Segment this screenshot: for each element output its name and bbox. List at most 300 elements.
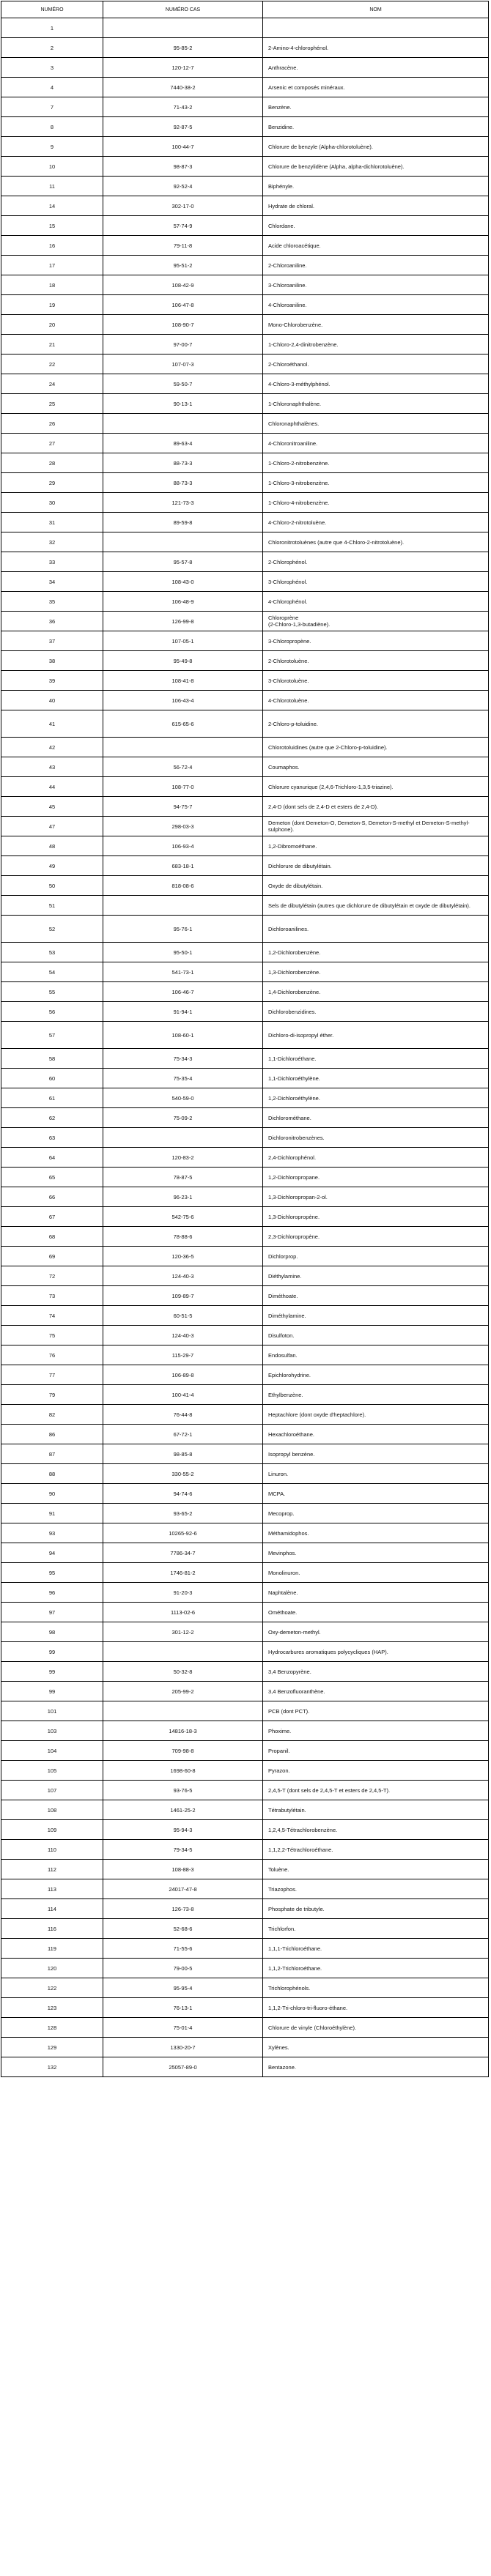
table-row: [1, 1622, 489, 1642]
table-row: [1, 78, 489, 97]
table-row: [1, 157, 489, 177]
row-nom: 3,4 Benzopyrène.: [263, 1662, 489, 1682]
row-numero: 4: [1, 78, 103, 97]
row-numero-cas: [103, 1128, 263, 1148]
row-numero-cas: 106-89-8: [103, 1365, 263, 1385]
row-nom: Biphényle.: [263, 177, 489, 196]
table-row: [1, 256, 489, 275]
table-row: [1, 1939, 489, 1959]
row-numero: 94: [1, 1543, 103, 1563]
row-numero: 15: [1, 216, 103, 236]
row-numero: 107: [1, 1781, 103, 1800]
table-row: [1, 1978, 489, 1998]
table-row: [1, 275, 489, 295]
row-numero: 88: [1, 1464, 103, 1484]
row-nom: Toluène.: [263, 1860, 489, 1879]
row-nom: 2-Chlorophénol.: [263, 552, 489, 572]
header-row: [1, 1, 489, 18]
row-numero-cas: 89-59-8: [103, 513, 263, 532]
row-nom: Dichloronitrobenzènes.: [263, 1128, 489, 1148]
row-nom: 3-Chloroaniline.: [263, 275, 489, 295]
row-nom: Chloronitrotoluènes (autre que 4-Chloro-2-nitrotoluène).: [263, 532, 489, 552]
table-row: [1, 1464, 489, 1484]
row-numero-cas: 78-87-5: [103, 1168, 263, 1187]
row-nom: Ethylbenzène.: [263, 1385, 489, 1405]
row-nom: 3-Chlorotoluène.: [263, 671, 489, 691]
table-row: [1, 374, 489, 394]
row-numero: 34: [1, 572, 103, 592]
row-nom: Chloroprène (2-Chloro-1,3-butadiène).: [263, 612, 489, 631]
row-numero: 62: [1, 1108, 103, 1128]
row-numero-cas: 24017-47-8: [103, 1879, 263, 1899]
table-row: [1, 1002, 489, 1022]
table-row: [1, 1306, 489, 1326]
table-row: [1, 552, 489, 572]
row-nom: Mono-Chlorobenzène.: [263, 315, 489, 335]
row-numero: 37: [1, 631, 103, 651]
row-numero: 53: [1, 943, 103, 962]
row-numero-cas: 1746-81-2: [103, 1563, 263, 1583]
row-numero-cas: 95-85-2: [103, 38, 263, 58]
row-numero: 104: [1, 1741, 103, 1761]
table-row: [1, 1682, 489, 1701]
table-row: [1, 1840, 489, 1860]
table-row: [1, 97, 489, 117]
table-row: [1, 1504, 489, 1523]
row-numero: 69: [1, 1247, 103, 1266]
row-numero: 32: [1, 532, 103, 552]
row-nom: 1,3-Dichloropropène.: [263, 1207, 489, 1227]
table-row: [1, 1781, 489, 1800]
row-numero: 18: [1, 275, 103, 295]
row-numero-cas: 25057-89-0: [103, 2057, 263, 2077]
row-numero-cas: 71-55-6: [103, 1939, 263, 1959]
row-numero-cas: 7440-38-2: [103, 78, 263, 97]
row-nom: 2-Chlorotoluène.: [263, 651, 489, 671]
row-numero-cas: 298-03-3: [103, 817, 263, 836]
row-numero-cas: 106-46-7: [103, 982, 263, 1002]
row-numero-cas: 94-75-7: [103, 797, 263, 817]
row-numero-cas: 542-75-6: [103, 1207, 263, 1227]
row-numero-cas: 124-40-3: [103, 1266, 263, 1286]
row-numero: 110: [1, 1840, 103, 1860]
row-numero: 73: [1, 1286, 103, 1306]
row-numero: 42: [1, 738, 103, 757]
row-numero-cas: 1113-02-6: [103, 1603, 263, 1622]
row-numero-cas: 108-42-9: [103, 275, 263, 295]
row-numero: 68: [1, 1227, 103, 1247]
row-numero-cas: [103, 738, 263, 757]
row-nom: 1,1,1-Trichloroéthane.: [263, 1939, 489, 1959]
table-row: [1, 1187, 489, 1207]
row-nom: 2,3-Dichloropropène.: [263, 1227, 489, 1247]
row-numero: 99: [1, 1642, 103, 1662]
row-numero: 36: [1, 612, 103, 631]
row-nom: Chlorure de vinyle (Chloroéthylène).: [263, 2018, 489, 2038]
table-row: [1, 572, 489, 592]
row-nom: Chlorure cyanurique (2,4,6-Trichloro-1,3,5-triazine).: [263, 777, 489, 797]
row-nom: Linuron.: [263, 1464, 489, 1484]
row-numero: 91: [1, 1504, 103, 1523]
table-row: [1, 757, 489, 777]
table-row: [1, 18, 489, 38]
row-numero-cas: 100-41-4: [103, 1385, 263, 1405]
table-row: [1, 1108, 489, 1128]
table-row: [1, 1207, 489, 1227]
row-numero-cas: 89-63-4: [103, 434, 263, 453]
table-row: [1, 1365, 489, 1385]
row-numero: 45: [1, 797, 103, 817]
row-numero: 43: [1, 757, 103, 777]
row-nom: 1,2-Dibromoéthane.: [263, 836, 489, 856]
row-numero: 119: [1, 1939, 103, 1959]
row-numero-cas: 108-90-7: [103, 315, 263, 335]
table-row: [1, 394, 489, 414]
row-numero-cas: [103, 532, 263, 552]
table-row: [1, 355, 489, 374]
row-numero: 16: [1, 236, 103, 256]
row-nom: Dichlorobenzidines.: [263, 1002, 489, 1022]
table-row: [1, 1603, 489, 1622]
row-numero-cas: [103, 1701, 263, 1721]
row-numero: 3: [1, 58, 103, 78]
table-row: [1, 1168, 489, 1187]
table-row: [1, 612, 489, 631]
table-row: [1, 738, 489, 757]
row-numero-cas: 57-74-9: [103, 216, 263, 236]
row-nom: Bentazone.: [263, 2057, 489, 2077]
table-row: [1, 797, 489, 817]
row-nom: 1-Chloro-4-nitrobenzène.: [263, 493, 489, 513]
row-nom: 4-Chlorotoluène.: [263, 691, 489, 710]
table-row: [1, 1899, 489, 1919]
row-numero-cas: 79-34-5: [103, 1840, 263, 1860]
row-nom: Endosulfan.: [263, 1345, 489, 1365]
row-numero-cas: 1698-60-8: [103, 1761, 263, 1781]
row-numero: 99: [1, 1662, 103, 1682]
row-numero-cas: 541-73-1: [103, 962, 263, 982]
row-nom: 3-Chloropropène.: [263, 631, 489, 651]
row-nom: 4-Chlorophénol.: [263, 592, 489, 612]
row-nom: Hydrocarbures aromatiques polycycliques (HAP).: [263, 1642, 489, 1662]
row-nom: Triazophos.: [263, 1879, 489, 1899]
row-nom: 1-Chloro-3-nitrobenzène.: [263, 473, 489, 493]
row-numero-cas: 683-18-1: [103, 856, 263, 876]
row-nom: Xylènes.: [263, 2038, 489, 2057]
row-nom: 3-Chlorophénol.: [263, 572, 489, 592]
row-numero-cas: 76-44-8: [103, 1405, 263, 1425]
row-numero-cas: 78-88-6: [103, 1227, 263, 1247]
row-nom: Mecoprop.: [263, 1504, 489, 1523]
row-numero: 14: [1, 196, 103, 216]
row-numero-cas: 709-98-8: [103, 1741, 263, 1761]
row-numero: 72: [1, 1266, 103, 1286]
row-numero-cas: [103, 414, 263, 434]
row-nom: 2,4-D (dont sels de 2,4-D et esters de 2,4-D).: [263, 797, 489, 817]
row-numero-cas: [103, 1642, 263, 1662]
row-numero-cas: 56-72-4: [103, 757, 263, 777]
row-numero: 75: [1, 1326, 103, 1345]
table-row: [1, 1049, 489, 1069]
row-numero: 105: [1, 1761, 103, 1781]
table-row: [1, 1345, 489, 1365]
row-numero: 57: [1, 1022, 103, 1049]
row-numero-cas: 50-32-8: [103, 1662, 263, 1682]
table-row: [1, 1959, 489, 1978]
row-nom: Mevinphos.: [263, 1543, 489, 1563]
row-nom: 2-Chloroéthanol.: [263, 355, 489, 374]
row-nom: Epichlorohydrine.: [263, 1365, 489, 1385]
table-row: [1, 1069, 489, 1088]
row-numero-cas: 92-87-5: [103, 117, 263, 137]
table-row: [1, 1563, 489, 1583]
table-row: [1, 295, 489, 315]
table-row: [1, 691, 489, 710]
row-numero: 128: [1, 2018, 103, 2038]
row-numero: 123: [1, 1998, 103, 2018]
row-nom: Tétrabutylétain.: [263, 1800, 489, 1820]
row-nom: 1,2-Dichloroéthylène.: [263, 1088, 489, 1108]
row-numero-cas: 107-07-3: [103, 355, 263, 374]
row-numero: 49: [1, 856, 103, 876]
row-nom: 1,2,4,5-Tétrachlorobenzène.: [263, 1820, 489, 1840]
row-numero-cas: 126-99-8: [103, 612, 263, 631]
row-nom: Acide chloroacétique.: [263, 236, 489, 256]
row-numero: 17: [1, 256, 103, 275]
row-numero-cas: 94-74-6: [103, 1484, 263, 1504]
table-row: [1, 1820, 489, 1840]
table-row: [1, 2057, 489, 2077]
row-nom: 2,4,5-T (dont sels de 2,4,5-T et esters de 2,4,5-T).: [263, 1781, 489, 1800]
row-numero: 79: [1, 1385, 103, 1405]
table-row: [1, 777, 489, 797]
row-numero: 27: [1, 434, 103, 453]
row-numero: 66: [1, 1187, 103, 1207]
table-row: [1, 1741, 489, 1761]
row-nom: Diméthoate.: [263, 1286, 489, 1306]
table-row: [1, 434, 489, 453]
row-numero-cas: 108-77-0: [103, 777, 263, 797]
row-nom: Dichlorure de dibutylétain.: [263, 856, 489, 876]
table-row: [1, 473, 489, 493]
row-nom: 2-Amino-4-chlorophénol.: [263, 38, 489, 58]
row-nom: Pyrazon.: [263, 1761, 489, 1781]
row-numero-cas: 120-83-2: [103, 1148, 263, 1168]
row-numero: 48: [1, 836, 103, 856]
row-numero-cas: 75-34-3: [103, 1049, 263, 1069]
table-row: [1, 1879, 489, 1899]
row-numero-cas: 108-60-1: [103, 1022, 263, 1049]
row-nom: Oxy-demeton-methyl.: [263, 1622, 489, 1642]
table-row: [1, 631, 489, 651]
row-numero-cas: 205-99-2: [103, 1682, 263, 1701]
row-nom: 4-Chloroaniline.: [263, 295, 489, 315]
row-numero-cas: 330-55-2: [103, 1464, 263, 1484]
row-numero-cas: 95-94-3: [103, 1820, 263, 1840]
row-numero: 67: [1, 1207, 103, 1227]
row-numero-cas: 1461-25-2: [103, 1800, 263, 1820]
row-numero-cas: 124-40-3: [103, 1326, 263, 1345]
row-numero: 108: [1, 1800, 103, 1820]
row-numero-cas: 90-13-1: [103, 394, 263, 414]
row-numero: 120: [1, 1959, 103, 1978]
row-numero: 20: [1, 315, 103, 335]
table-row: [1, 817, 489, 836]
row-nom: 1-Chloro-2,4-dinitrobenzène.: [263, 335, 489, 355]
row-numero-cas: 98-87-3: [103, 157, 263, 177]
row-numero-cas: 88-73-3: [103, 473, 263, 493]
row-numero-cas: 75-35-4: [103, 1069, 263, 1088]
row-numero-cas: 52-68-6: [103, 1919, 263, 1939]
table-row: [1, 836, 489, 856]
table-row: [1, 1583, 489, 1603]
row-numero: 2: [1, 38, 103, 58]
row-numero: 93: [1, 1523, 103, 1543]
row-nom: Phoxime.: [263, 1721, 489, 1741]
row-numero-cas: 98-85-8: [103, 1444, 263, 1464]
table-row: [1, 58, 489, 78]
row-numero: 19: [1, 295, 103, 315]
table-row: [1, 1860, 489, 1879]
row-numero-cas: 302-17-0: [103, 196, 263, 216]
table-row: [1, 651, 489, 671]
row-numero-cas: 92-52-4: [103, 177, 263, 196]
row-nom: 1,1,2-Trichloroéthane.: [263, 1959, 489, 1978]
row-numero: 31: [1, 513, 103, 532]
row-nom: 1-Chloro-2-nitrobenzène.: [263, 453, 489, 473]
row-numero: 10: [1, 157, 103, 177]
row-numero-cas: 76-13-1: [103, 1998, 263, 2018]
row-numero-cas: 7786-34-7: [103, 1543, 263, 1563]
table-row: [1, 1761, 489, 1781]
header-numero-cas: NUMÉRO CAS: [103, 1, 263, 18]
row-nom: 4-Chloro-3-méthylphénol.: [263, 374, 489, 394]
row-nom: Disulfoton.: [263, 1326, 489, 1345]
row-numero: 56: [1, 1002, 103, 1022]
row-numero-cas: 540-59-0: [103, 1088, 263, 1108]
table-row: [1, 414, 489, 434]
row-numero-cas: 818-08-6: [103, 876, 263, 896]
row-numero-cas: 120-36-5: [103, 1247, 263, 1266]
row-nom: Dichloro-di-isopropyl éther.: [263, 1022, 489, 1049]
row-numero-cas: 108-43-0: [103, 572, 263, 592]
row-numero-cas: 106-48-9: [103, 592, 263, 612]
row-nom: Propanil.: [263, 1741, 489, 1761]
table-row: [1, 2038, 489, 2057]
row-numero: 52: [1, 916, 103, 943]
row-numero: 58: [1, 1049, 103, 1069]
header-nom: NOM: [263, 1, 489, 18]
row-numero-cas: 95-76-1: [103, 916, 263, 943]
row-numero-cas: 59-50-7: [103, 374, 263, 394]
header-numero: NUMÉRO: [1, 1, 103, 18]
table-row: [1, 962, 489, 982]
row-numero: 101: [1, 1701, 103, 1721]
row-numero: 63: [1, 1128, 103, 1148]
table-row: [1, 1543, 489, 1563]
row-numero-cas: 93-76-5: [103, 1781, 263, 1800]
row-numero: 22: [1, 355, 103, 374]
table-row: [1, 1247, 489, 1266]
row-nom: 4-Chloro-2-nitrotoluène.: [263, 513, 489, 532]
row-nom: Monolinuron.: [263, 1563, 489, 1583]
row-numero: 122: [1, 1978, 103, 1998]
row-numero: 7: [1, 97, 103, 117]
row-numero: 25: [1, 394, 103, 414]
row-numero-cas: 108-41-8: [103, 671, 263, 691]
row-numero: 116: [1, 1919, 103, 1939]
table-row: [1, 315, 489, 335]
row-nom: Dichloroanilines.: [263, 916, 489, 943]
row-numero-cas: 75-01-4: [103, 2018, 263, 2038]
row-numero-cas: 95-95-4: [103, 1978, 263, 1998]
row-numero-cas: 91-20-3: [103, 1583, 263, 1603]
table-row: [1, 1484, 489, 1504]
row-numero-cas: 88-73-3: [103, 453, 263, 473]
row-numero-cas: 79-00-5: [103, 1959, 263, 1978]
row-numero-cas: 107-05-1: [103, 631, 263, 651]
row-nom: 2,4-Dichlorophénol.: [263, 1148, 489, 1168]
row-numero: 54: [1, 962, 103, 982]
row-nom: Anthracène.: [263, 58, 489, 78]
row-nom: 1,4-Dichlorobenzène.: [263, 982, 489, 1002]
row-numero-cas: 100-44-7: [103, 137, 263, 157]
row-numero-cas: 67-72-1: [103, 1425, 263, 1444]
row-nom: Hydrate de chloral.: [263, 196, 489, 216]
row-nom: Chlorure de benzyle (Alpha-chlorotoluène).: [263, 137, 489, 157]
table-row: [1, 1919, 489, 1939]
table-row: [1, 1227, 489, 1247]
row-numero-cas: 71-43-2: [103, 97, 263, 117]
row-nom: [263, 18, 489, 38]
table-row: [1, 1385, 489, 1405]
row-numero: 1: [1, 18, 103, 38]
row-nom: 1-Chloronaphthalène.: [263, 394, 489, 414]
row-numero: 90: [1, 1484, 103, 1504]
row-numero: 41: [1, 710, 103, 738]
table-row: [1, 856, 489, 876]
row-numero: 76: [1, 1345, 103, 1365]
row-numero-cas: 109-89-7: [103, 1286, 263, 1306]
row-numero-cas: 10265-92-6: [103, 1523, 263, 1543]
row-numero: 65: [1, 1168, 103, 1187]
row-numero-cas: 301-12-2: [103, 1622, 263, 1642]
row-nom: Isopropyl benzène.: [263, 1444, 489, 1464]
table-row: [1, 1444, 489, 1464]
row-numero: 9: [1, 137, 103, 157]
row-numero-cas: 96-23-1: [103, 1187, 263, 1207]
row-nom: 1,2-Dichlorobenzène.: [263, 943, 489, 962]
table-row: [1, 1523, 489, 1543]
row-numero: 99: [1, 1682, 103, 1701]
row-numero: 112: [1, 1860, 103, 1879]
row-numero: 26: [1, 414, 103, 434]
row-numero: 64: [1, 1148, 103, 1168]
row-numero-cas: 60-51-5: [103, 1306, 263, 1326]
row-nom: PCB (dont PCT).: [263, 1701, 489, 1721]
table-row: [1, 117, 489, 137]
table-row: [1, 1326, 489, 1345]
row-nom: Ométhoate.: [263, 1603, 489, 1622]
table-body: [1, 18, 489, 2077]
row-numero-cas: 97-00-7: [103, 335, 263, 355]
row-nom: Chlorotoluidines (autre que 2-Chloro-p-toluidine).: [263, 738, 489, 757]
row-numero: 114: [1, 1899, 103, 1919]
row-numero-cas: [103, 896, 263, 916]
row-numero: 21: [1, 335, 103, 355]
table-row: [1, 453, 489, 473]
row-numero: 97: [1, 1603, 103, 1622]
